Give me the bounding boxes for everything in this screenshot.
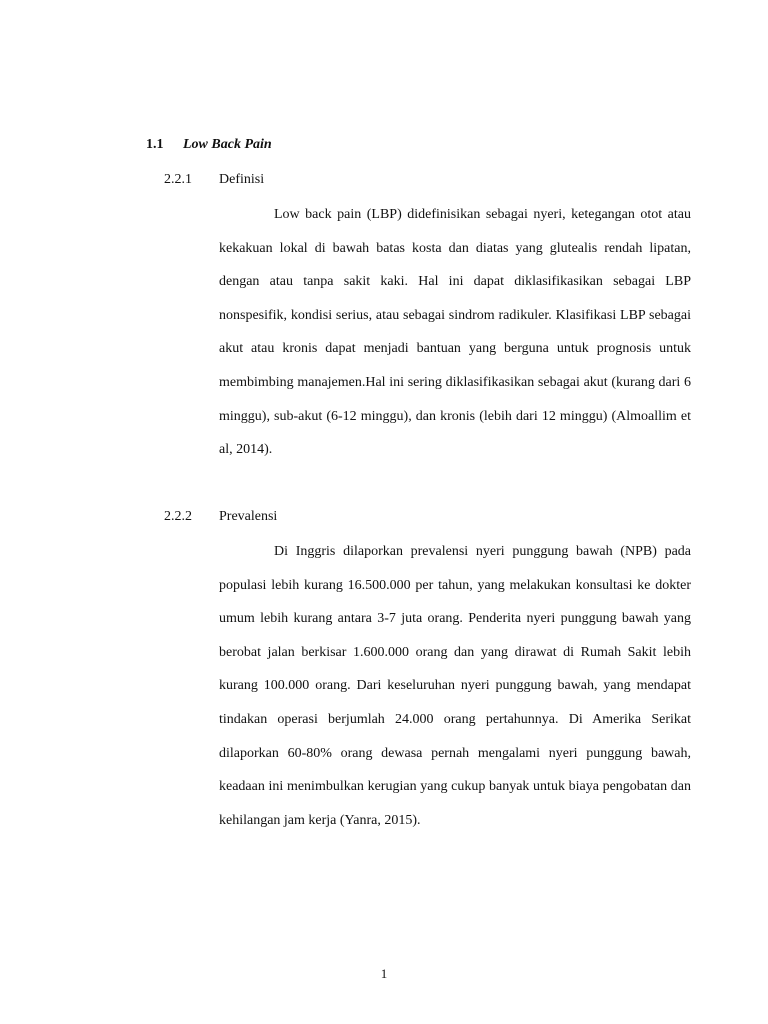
subsection-heading-prevalensi xyxy=(164,509,277,525)
page-number: 1 xyxy=(380,966,388,981)
paragraph-definisi: Low back pain (LBP) didefinisikan sebagai nyeri, ketegangan otot atau kekakuan lokal di bawah batas kosta dan diatas yang glutealis rendah lipatan, dengan atau tanpa sakit kaki. Hal ini dapat diklasifikasikan sebagai LBP nonspesifik, kondisi serius, atau sebagai sindrom radikuler. Klasifikasi LBP sebagai akut atau kronis dapat menjadi bantuan yang berguna untuk prognosis untuk membimbing manajemen.Hal ini sering diklasifikasikan sebagai akut (kurang dari 6 minggu), sub-akut (6-12 minggu), dan kronis (lebih dari 12 minggu) (Almoallim et al, 2014). xyxy=(219,207,691,458)
subsection-number: 2.2.1 xyxy=(164,172,192,187)
subsection-title: Prevalensi xyxy=(219,509,278,524)
section-heading xyxy=(146,137,272,153)
subsection-heading-definisi xyxy=(164,172,264,188)
section-title: Low Back Pain xyxy=(183,137,272,152)
subsection-title: Definisi xyxy=(219,172,265,187)
paragraph-prevalensi: Di Inggris dilaporkan prevalensi nyeri punggung bawah (NPB) pada populasi lebih kurang 16.500.000 per tahun, yang melakukan konsultasi ke dokter umum lebih kurang antara 3-7 juta orang. Penderita nyeri punggung bawah yang berobat jalan berkisar 1.600.000 orang dan yang dirawat di Rumah Sakit lebih kurang 100.000 orang. Dari keseluruhan nyeri punggung bawah, yang mendapat tindakan operasi berjumlah 24.000 orang pertahunnya. Di Amerika Serikat dilaporkan 60-80% orang dewasa pernah mengalami nyeri punggung bawah, keadaan ini menimbulkan kerugian yang cukup banyak untuk biaya pengobatan dan kehilangan jam kerja (Yanra, 2015). xyxy=(219,544,691,828)
section-number: 1.1 xyxy=(146,137,164,152)
subsection-number: 2.2.2 xyxy=(164,509,192,524)
